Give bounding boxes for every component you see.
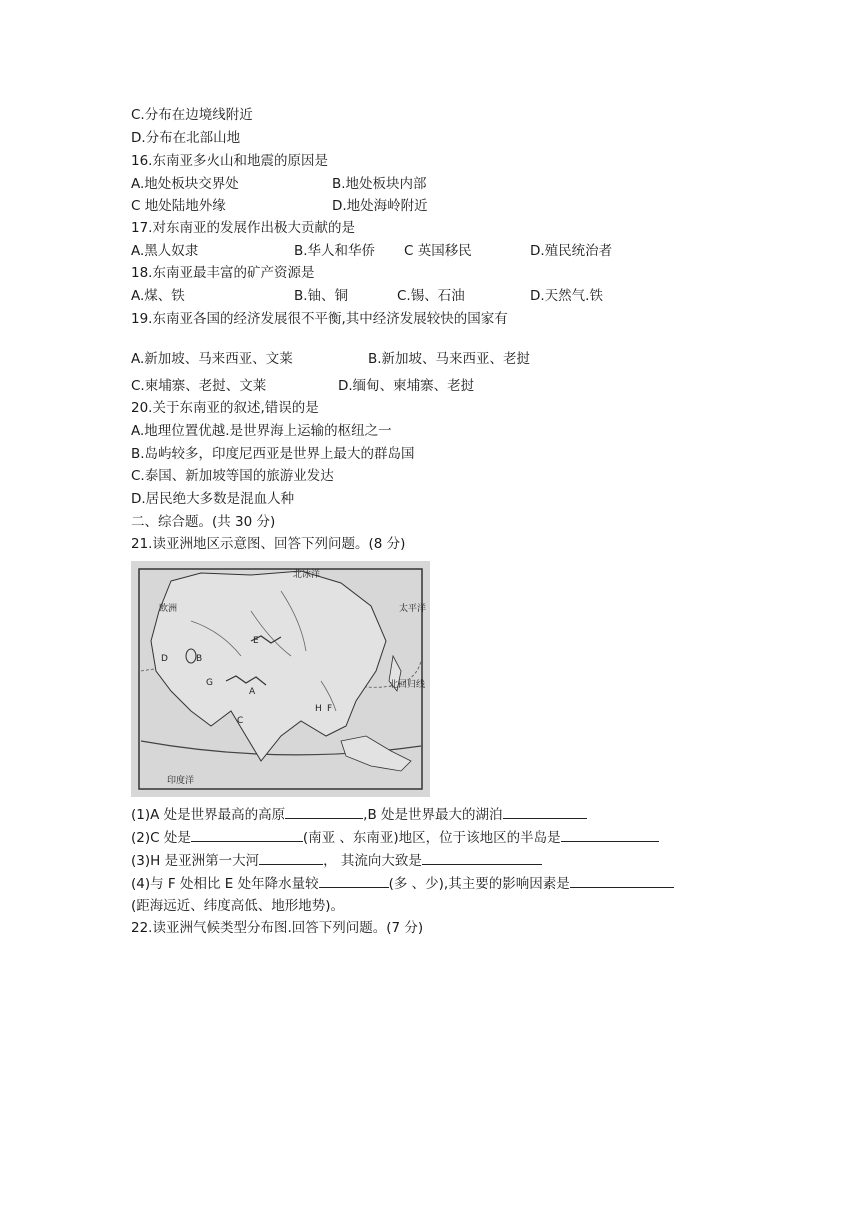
label-arctic-ocean: 北冰洋 [293,570,321,580]
q21-part4 [131,874,674,893]
q21-part1 [131,805,587,824]
q21-part1-text-a: (1)A 处是世界最高的高原 [131,807,286,823]
q20-option-b: B.岛屿较多，印度尼西亚是世界上最大的群岛国 [131,446,415,462]
q22-stem: 22.读亚洲气候类型分布图.回答下列问题。(7 分) [131,920,424,936]
label-E: E [253,636,259,646]
q16-stem: 16.东南亚多火山和地震的原因是 [131,153,328,169]
label-europe: 欧洲 [159,604,178,614]
answer-blank[interactable] [422,851,542,865]
q20-stem: 20.关于东南亚的叙述,错误的是 [131,400,319,416]
answer-blank[interactable] [570,874,674,888]
q19-option-a: A.新加坡、马来西亚、文莱 [131,351,293,367]
q15-option-d: D.分布在北部山地 [131,130,241,146]
answer-blank[interactable] [561,828,659,842]
q19-option-d: D.缅甸、柬埔寨、老挝 [338,378,475,394]
q15-option-c: C.分布在边境线附近 [131,107,253,123]
q18-option-d: D.天然气.铁 [530,288,603,304]
label-D: D [161,654,168,664]
answer-blank[interactable] [319,874,389,888]
answer-blank[interactable] [285,805,363,819]
q18-option-b: B.铀、铜 [294,288,349,304]
q19-option-c: C.柬埔寨、老挝、文莱 [131,378,267,394]
q16-option-d: D.地处海岭附近 [332,198,428,214]
q17-option-b: B.华人和华侨 [294,243,376,259]
label-F: F [327,704,333,714]
q17-option-d: D.殖民统治者 [530,243,613,259]
answer-blank[interactable] [259,851,323,865]
label-G: G [206,678,213,688]
label-C: C [237,716,244,726]
q18-option-a: A.煤、铁 [131,288,185,304]
q21-part2-text-b: (南亚 、东南亚)地区，位于该地区的半岛是 [302,830,561,846]
label-H: H [315,704,322,714]
label-A: A [249,687,256,697]
q21-part3-text-a: (3)H 是亚洲第一大河 [131,853,260,869]
q21-part2-text-a: (2)C 处是 [131,830,191,846]
q16-option-a: A.地处板块交界处 [131,176,239,192]
asia-map-figure [131,561,430,797]
q21-part4-continued: (距海远近、纬度高低、地形地势)。 [131,898,345,914]
section-2-heading: 二、综合题。(共 30 分) [131,514,276,530]
q18-stem: 18.东南亚最丰富的矿产资源是 [131,265,315,281]
q17-stem: 17.对东南亚的发展作出极大贡献的是 [131,220,355,236]
q17-option-a: A.黑人奴隶 [131,243,199,259]
asia-map-drawing [131,561,430,797]
q21-part4-text-a: (4)与 F 处相比 E 处年降水量较 [131,876,319,892]
q16-option-c: C 地处陆地外缘 [131,198,226,214]
q18-option-c: C.锡、石油 [397,288,465,304]
q21-part3 [131,851,542,870]
q16-option-b: B.地处板块内部 [332,176,427,192]
answer-blank[interactable] [503,805,587,819]
label-pacific-ocean: 太平洋 [399,604,427,614]
q20-option-c: C.泰国、新加坡等国的旅游业发达 [131,468,334,484]
q21-stem: 21.读亚洲地区示意图、回答下列问题。(8 分) [131,536,406,552]
label-tropic: 北回归线 [389,680,426,690]
q21-part2 [131,828,659,847]
q20-option-a: A.地理位置优越.是世界海上运输的枢纽之一 [131,423,392,439]
q21-part3-text-b: ， 其流向大致是 [323,853,422,869]
label-B: B [196,654,203,664]
q19-stem: 19.东南亚各国的经济发展很不平衡,其中经济发展较快的国家有 [131,311,508,327]
q17-option-c: C 英国移民 [404,243,472,259]
q21-part1-text-b: ,B 处是世界最大的湖泊 [363,807,503,823]
label-indian-ocean: 印度洋 [167,776,195,786]
q21-part4-text-b: (多 、少),其主要的影响因素是 [388,876,570,892]
q20-option-d: D.居民绝大多数是混血人种 [131,491,295,507]
q19-option-b: B.新加坡、马来西亚、老挝 [368,351,531,367]
answer-blank[interactable] [191,828,303,842]
